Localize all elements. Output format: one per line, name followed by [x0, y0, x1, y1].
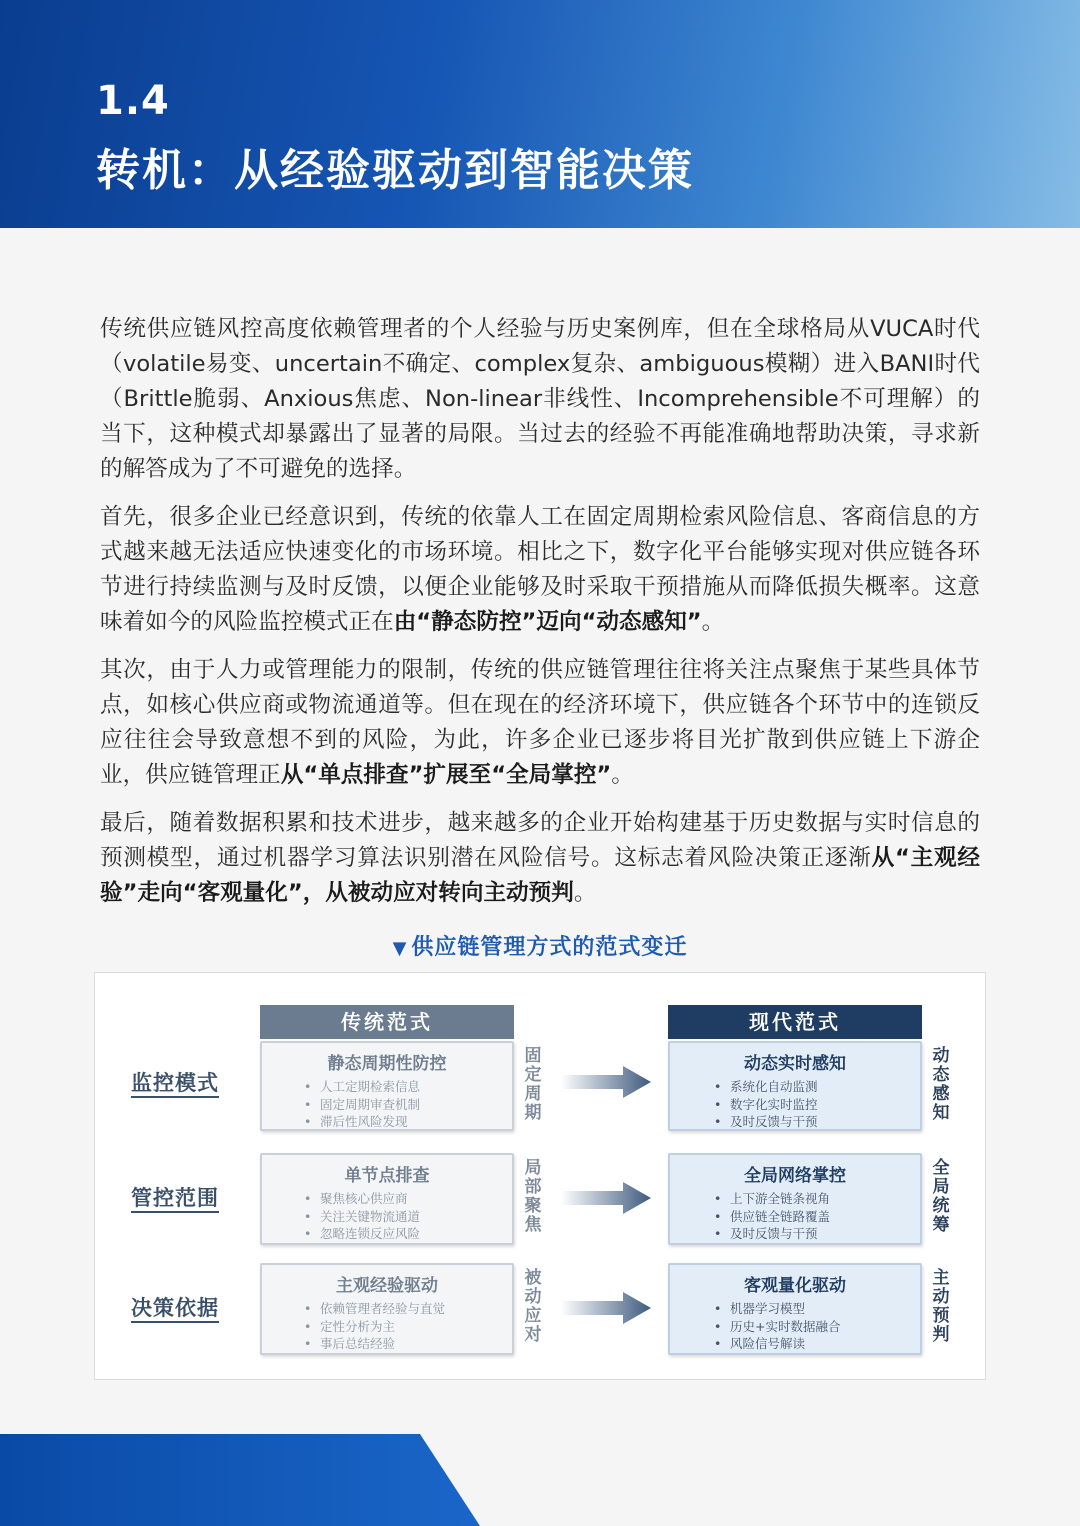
paragraph-4-emphasis: 从“主观经验”走向“客观量化”，从被动应对转向主动预判 — [100, 845, 981, 906]
old-tag-monitoring: 固定周期 — [524, 1046, 542, 1123]
section-number: 1.4 — [96, 78, 170, 124]
row-label-decision: 决策依据 — [131, 1296, 219, 1320]
row-label-scope: 管控范围 — [131, 1186, 219, 1210]
old-tag-scope: 局部聚焦 — [524, 1158, 542, 1235]
list-item: • 关注关键物流通道 — [320, 1208, 512, 1226]
list-item: • 聚焦核心供应商 — [320, 1190, 512, 1208]
list-item: • 上下游全链条视角 — [730, 1190, 920, 1208]
paradigm-diagram — [94, 972, 986, 1380]
new-box-title: 动态实时感知 — [744, 1054, 846, 1074]
old-box-title: 主观经验驱动 — [336, 1276, 438, 1296]
new-tag-monitoring: 动态感知 — [932, 1046, 950, 1123]
list-item: • 人工定期检索信息 — [320, 1078, 512, 1096]
list-item: • 及时反馈与干预 — [730, 1225, 920, 1243]
traditional-paradigm-header: 传统范式 — [260, 1005, 514, 1039]
list-item: • 供应链全链路覆盖 — [730, 1208, 920, 1226]
list-item: • 数字化实时监控 — [730, 1096, 920, 1114]
list-item: • 机器学习模型 — [730, 1300, 920, 1318]
new-tag-scope: 全局统筹 — [932, 1158, 950, 1235]
paragraph-1: 传统供应链风控高度依赖管理者的个人经验与历史案例库，但在全球格局从VUCA时代（volatile易变、uncertain不确定、complex复杂、ambiguous模糊）进入BANI时代（Brittle脆弱、Anxious焦虑、Non-linear非线性、Incomprehensible不可理解）的当下，这种模式却暴露出了显著的局限。当过去的经验不再能准确地帮助决策，寻求新的解答成为了不可避免的选择。 — [100, 316, 980, 482]
old-box-scope — [260, 1153, 514, 1245]
page-header — [0, 0, 1080, 228]
paragraph-3: 其次，由于人力或管理能力的限制，传统的供应链管理往往将关注点聚焦于某些具体节点，如核心供应商或物流通道等。但在现在的经济环境下，供应链各个环节中的连锁反应往往会导致意想不到的风险，为此，许多企业已逐步将目光扩散到供应链上下游企业，供应链管理正从“单点排查”扩展至“全局掌控”。 — [100, 657, 980, 788]
arrow-right-icon — [561, 1291, 653, 1325]
list-item: • 依赖管理者经验与直觉 — [320, 1300, 512, 1318]
modern-paradigm-header: 现代范式 — [668, 1005, 922, 1039]
new-box-scope — [668, 1153, 922, 1245]
list-item: • 滞后性风险发现 — [320, 1113, 512, 1131]
list-item: • 风险信号解读 — [730, 1335, 920, 1353]
footer-decoration — [0, 1434, 480, 1526]
list-item: • 定性分析为主 — [320, 1318, 512, 1336]
body-text — [100, 312, 980, 924]
paragraph-2: 首先，很多企业已经意识到，传统的依靠人工在固定周期检索风险信息、客商信息的方式越来越无法适应快速变化的市场环境。相比之下，数字化平台能够实现对供应链各环节进行持续监测与及时反馈，以便企业能够及时采取干预措施从而降低损失概率。这意味着如今的风险监控模式正在由“静态防控”迈向“动态感知”。 — [100, 504, 980, 635]
triangle-down-icon: ▼ — [392, 938, 408, 959]
list-item: • 固定周期审查机制 — [320, 1096, 512, 1114]
new-box-decision — [668, 1263, 922, 1355]
arrow-right-icon — [561, 1065, 653, 1099]
section-title: 转机：从经验驱动到智能决策 — [96, 145, 694, 196]
list-item: • 及时反馈与干预 — [730, 1113, 920, 1131]
list-item: • 历史+实时数据融合 — [730, 1318, 920, 1336]
new-box-title: 全局网络掌控 — [744, 1166, 846, 1186]
list-item: • 忽略连锁反应风险 — [320, 1225, 512, 1243]
old-box-monitoring — [260, 1041, 514, 1131]
new-tag-decision: 主动预判 — [932, 1268, 950, 1345]
new-box-title: 客观量化驱动 — [744, 1276, 846, 1296]
list-item: • 事后总结经验 — [320, 1335, 512, 1353]
old-box-title: 静态周期性防控 — [327, 1054, 447, 1074]
old-box-title: 单节点排查 — [344, 1166, 430, 1186]
figure-title: ▼ 供应链管理方式的范式变迁 — [392, 935, 688, 960]
arrow-right-icon — [561, 1181, 653, 1215]
paragraph-2-emphasis: 由“静态防控”迈向“动态感知” — [393, 609, 702, 635]
new-box-monitoring — [668, 1041, 922, 1131]
row-label-monitoring: 监控模式 — [131, 1071, 219, 1095]
list-item: • 系统化自动监测 — [730, 1078, 920, 1096]
old-box-decision — [260, 1263, 514, 1355]
old-tag-decision: 被动应对 — [524, 1268, 542, 1345]
paragraph-4: 最后，随着数据积累和技术进步，越来越多的企业开始构建基于历史数据与实时信息的预测模型，通过机器学习算法识别潜在风险信号。这标志着风险决策正逐渐从“主观经验”走向“客观量化”，从被动应对转向主动预判。 — [100, 810, 981, 906]
paragraph-3-emphasis: 从“单点排查”扩展至“全局掌控” — [280, 762, 612, 788]
